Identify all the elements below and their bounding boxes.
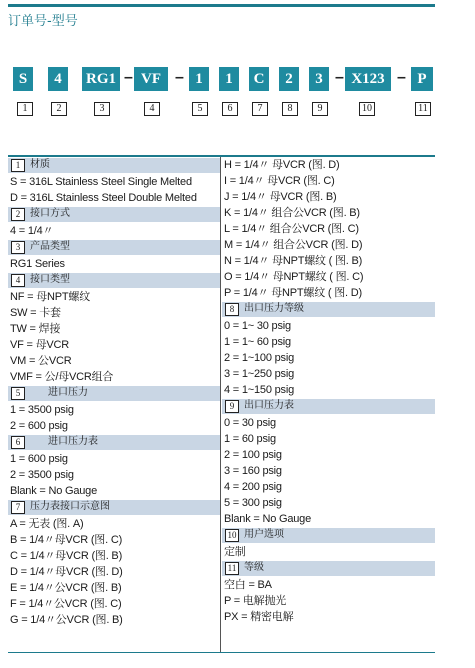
part-number-row bbox=[13, 67, 453, 91]
section-index: 11 bbox=[225, 562, 239, 575]
list-item: 1 = 60 psig bbox=[224, 433, 276, 445]
list-item: 1 = 600 psig bbox=[10, 453, 68, 465]
list-item: J = 1/4〃 母VCR (图. B) bbox=[224, 191, 337, 203]
list-item: L = 1/4〃 组合公VCR (图. C) bbox=[224, 223, 359, 235]
part-dash-3: – bbox=[335, 69, 344, 86]
part-box-11: P bbox=[411, 67, 433, 91]
top-rule bbox=[8, 4, 435, 7]
section-header-material bbox=[8, 158, 220, 173]
section-index: 9 bbox=[225, 400, 239, 413]
section-header-user-options bbox=[222, 528, 435, 543]
part-box-7: C bbox=[249, 67, 269, 91]
list-item: VM = 公VCR bbox=[10, 355, 72, 367]
list-item: VMF = 公/母VCR组合 bbox=[10, 371, 114, 383]
list-item: I = 1/4〃 母VCR (图. C) bbox=[224, 175, 335, 187]
section-label: 进口压力表 bbox=[48, 436, 98, 447]
list-item: 2 = 3500 psig bbox=[10, 469, 74, 481]
list-item: 4 = 200 psig bbox=[224, 481, 282, 493]
list-item: 1 = 1~ 60 psig bbox=[224, 336, 291, 348]
part-box-2: 4 bbox=[48, 67, 68, 91]
part-box-5: 1 bbox=[189, 67, 209, 91]
list-item: S = 316L Stainless Steel Single Melted bbox=[10, 176, 192, 188]
part-index-6: 6 bbox=[222, 102, 238, 116]
section-label: 等级 bbox=[244, 562, 264, 573]
part-index-10: 10 bbox=[359, 102, 375, 116]
right-column bbox=[222, 157, 435, 625]
list-item: 5 = 300 psig bbox=[224, 497, 282, 509]
part-dash-4: – bbox=[397, 69, 406, 86]
list-item: Blank = No Gauge bbox=[10, 485, 97, 497]
list-item: 0 = 1~ 30 psig bbox=[224, 320, 291, 332]
part-box-9: 3 bbox=[309, 67, 329, 91]
part-index-3: 3 bbox=[94, 102, 110, 116]
section-label: 压力表接口示意图 bbox=[30, 501, 110, 512]
section-header-inlet-pressure bbox=[8, 386, 220, 401]
section-label: 接口类型 bbox=[30, 274, 70, 285]
section-header-connection bbox=[8, 207, 220, 222]
section-label: 产品类型 bbox=[30, 241, 70, 252]
section-index: 6 bbox=[11, 436, 25, 449]
list-item: 2 = 600 psig bbox=[10, 420, 68, 432]
part-index-7: 7 bbox=[252, 102, 268, 116]
list-item: VF = 母VCR bbox=[10, 339, 70, 351]
list-item: 0 = 30 psig bbox=[224, 417, 276, 429]
page-title: 订单号-型号 bbox=[8, 14, 78, 29]
section-header-grade bbox=[222, 561, 435, 576]
list-item: 定制 bbox=[224, 546, 246, 558]
list-item: 2 = 100 psig bbox=[224, 449, 282, 461]
list-item: RG1 Series bbox=[10, 258, 65, 270]
list-item: F = 1/4〃公VCR (图. C) bbox=[10, 598, 122, 610]
part-dash-2: – bbox=[175, 69, 184, 86]
section-label: 用户选项 bbox=[244, 529, 284, 540]
part-box-4: VF bbox=[134, 67, 168, 91]
part-box-3: RG1 bbox=[82, 67, 120, 91]
part-dash-1: – bbox=[124, 69, 133, 86]
part-index-9: 9 bbox=[312, 102, 328, 116]
list-item: D = 1/4〃母VCR (图. D) bbox=[10, 566, 123, 578]
list-item: 1 = 3500 psig bbox=[10, 404, 74, 416]
list-item: 空白 = BA bbox=[224, 579, 272, 591]
part-box-1: S bbox=[13, 67, 33, 91]
section-label: 进口压力 bbox=[48, 387, 88, 398]
section-header-interface-type bbox=[8, 273, 220, 288]
part-index-5: 5 bbox=[192, 102, 208, 116]
section-index: 2 bbox=[11, 208, 25, 221]
section-index: 7 bbox=[11, 501, 25, 514]
section-header-outlet-gauge bbox=[222, 399, 435, 414]
spec-table bbox=[8, 155, 435, 653]
list-item: G = 1/4〃公VCR (图. B) bbox=[10, 614, 123, 626]
part-index-1: 1 bbox=[17, 102, 33, 116]
table-bottom-rule bbox=[8, 652, 435, 653]
part-box-8: 2 bbox=[279, 67, 299, 91]
list-item: C = 1/4〃母VCR (图. B) bbox=[10, 550, 123, 562]
section-header-inlet-gauge bbox=[8, 435, 220, 450]
part-index-8: 8 bbox=[282, 102, 298, 116]
part-index-row bbox=[13, 102, 453, 116]
list-item: K = 1/4〃 组合公VCR (图. B) bbox=[224, 207, 360, 219]
list-item: O = 1/4〃 母NPT螺纹 ( 图. C) bbox=[224, 271, 364, 283]
list-item: 2 = 1~100 psig bbox=[224, 352, 294, 364]
section-label: 出口压力等级 bbox=[244, 303, 304, 314]
section-index: 5 bbox=[11, 387, 25, 400]
list-item: 4 = 1/4〃 bbox=[10, 225, 54, 237]
list-item: TW = 焊接 bbox=[10, 323, 61, 335]
section-index: 1 bbox=[11, 159, 25, 172]
list-item: M = 1/4〃 组合公VCR (图. D) bbox=[224, 239, 363, 251]
list-item: H = 1/4〃 母VCR (图. D) bbox=[224, 159, 340, 171]
list-item: SW = 卡套 bbox=[10, 307, 61, 319]
part-index-4: 4 bbox=[144, 102, 160, 116]
part-index-2: 2 bbox=[51, 102, 67, 116]
section-header-outlet-pressure-range bbox=[222, 302, 435, 317]
list-item: PX = 精密电解 bbox=[224, 611, 294, 623]
list-item: D = 316L Stainless Steel Double Melted bbox=[10, 192, 197, 204]
list-item: N = 1/4〃 母NPT螺纹 ( 图. B) bbox=[224, 255, 363, 267]
section-label: 材质 bbox=[30, 159, 50, 170]
list-item: B = 1/4〃母VCR (图. C) bbox=[10, 534, 123, 546]
section-label: 接口方式 bbox=[30, 208, 70, 219]
part-box-10: X123 bbox=[345, 67, 391, 91]
part-index-11: 11 bbox=[415, 102, 431, 116]
list-item: A = 无表 (图. A) bbox=[10, 518, 84, 530]
section-index: 4 bbox=[11, 274, 25, 287]
section-header-gauge-port-diagram bbox=[8, 500, 220, 515]
list-item: 4 = 1~150 psig bbox=[224, 384, 294, 396]
column-divider bbox=[220, 157, 221, 653]
list-item: P = 1/4〃 母NPT螺纹 ( 图. D) bbox=[224, 287, 362, 299]
section-index: 3 bbox=[11, 241, 25, 254]
section-index: 10 bbox=[225, 529, 239, 542]
list-item: NF = 母NPT螺纹 bbox=[10, 291, 90, 303]
list-item: E = 1/4〃公VCR (图. B) bbox=[10, 582, 122, 594]
list-item: 3 = 160 psig bbox=[224, 465, 282, 477]
left-column bbox=[8, 157, 220, 628]
section-index: 8 bbox=[225, 303, 239, 316]
part-box-6: 1 bbox=[219, 67, 239, 91]
section-label: 出口压力表 bbox=[244, 400, 294, 411]
list-item: Blank = No Gauge bbox=[224, 513, 311, 525]
list-item: P = 电解抛光 bbox=[224, 595, 287, 607]
section-header-product-type bbox=[8, 240, 220, 255]
list-item: 3 = 1~250 psig bbox=[224, 368, 294, 380]
